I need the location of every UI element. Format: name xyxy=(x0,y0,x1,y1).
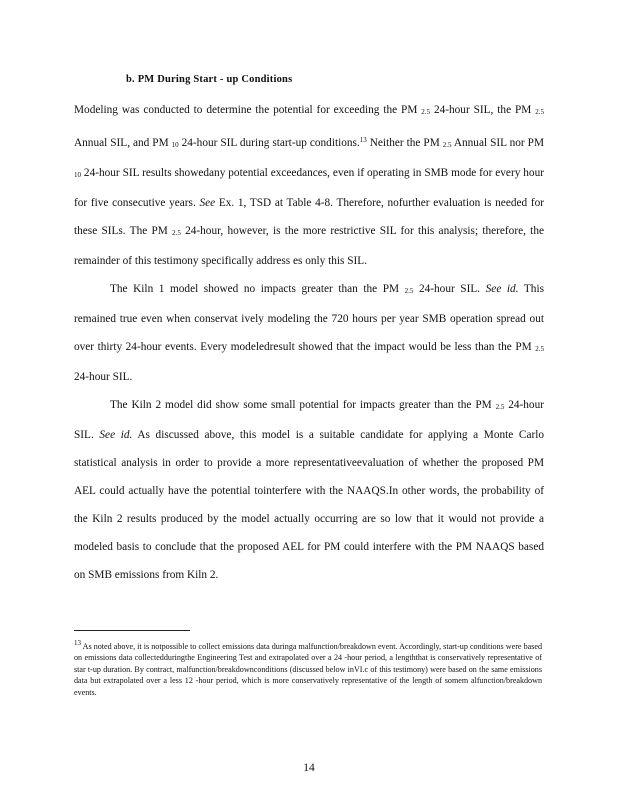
text-run: 24-hour SIL. xyxy=(74,399,544,441)
footnote-text: As noted above, it is notpossible to collect emissions data duringa malfunction/breakdown event. Accordingly, start-up conditions were based on emissions data collectedduringthe Engineering Test and extrapolated over a 24 -hour period, a lengththat is conservatively representative of star t-up duration. By contract, malfunction/breakdownconditions (discussed below inVI.c of this testimony) were based on the same emissions data but extrapolated over a less 12 -hour period, which is more conservatively representative of the length of somem alfunction/breakdown events. xyxy=(74,642,542,697)
subscript: 2.5 xyxy=(495,403,505,411)
subscript: 2.5 xyxy=(404,287,414,295)
text-run: 24-hour SIL during start-up conditions. xyxy=(178,137,360,149)
citation-id: id. xyxy=(120,429,133,441)
text-run: The Kiln 2 model did show some small potential for impacts greater than the PM xyxy=(110,399,496,411)
subscript: 2.5 xyxy=(421,108,431,116)
text-run: 24-hour SIL results showedany potential exceedances, even if operating in SMB mode for every hour for five consecutive years. xyxy=(74,167,544,209)
footnote-reference: 13 xyxy=(359,136,367,144)
text-run: 24-hour SIL, the PM xyxy=(430,104,536,116)
subscript: 2.5 xyxy=(535,345,544,353)
paragraph-kiln-1 xyxy=(74,275,544,391)
section-heading: b. PM During Start - up Conditions xyxy=(126,74,293,85)
paragraph-startup-modeling xyxy=(74,96,544,275)
text-run: 24-hour SIL. xyxy=(413,283,486,295)
text-run: Ex. 1, TSD at Table 4-8. Therefore, nofurther evaluation is needed for these SILs. The PM xyxy=(74,197,544,237)
citation-signal: See xyxy=(99,429,116,441)
text-run: Modeling was conducted to determine the potential for exceeding the PM xyxy=(74,104,422,116)
paragraph-kiln-2 xyxy=(74,391,544,589)
subscript: 2.5 xyxy=(535,108,544,116)
subscript: 2.5 xyxy=(442,141,452,149)
footnote xyxy=(74,638,542,698)
citation-signal: See xyxy=(199,197,216,209)
subscript: 10 xyxy=(74,171,81,179)
text-run: 24-hour, however, is the more restrictive SIL for this analysis; therefore, the remainder of this testimony specifically address es only this SIL. xyxy=(74,225,544,267)
text-run: The Kiln 1 model showed no impacts greater than the PM xyxy=(110,283,405,295)
text-run: Annual SIL, and PM xyxy=(74,137,172,149)
page-number: 14 xyxy=(303,762,315,774)
text-run: Neither the PM xyxy=(366,137,443,149)
citation-signal: See xyxy=(485,283,502,295)
footnote-divider xyxy=(74,630,190,631)
subscript: 10 xyxy=(171,141,179,149)
text-run: As discussed above, this model is a suitable candidate for applying a Monte Carlo statistical analysis in order to provide a more representativeevaluation of whether the proposed PM AEL could actually have the potential tointerfere with the NAAQS.In other words, the probability of the Kiln 2 results produced by the model actually occurring are so low that it would not provide a modeled basis to conclude that the proposed AEL for PM could interfere with the PM NAAQS based on SMB emissions from Kiln 2. xyxy=(74,429,545,581)
text-run: 24-hour SIL. xyxy=(74,371,133,383)
body-text xyxy=(74,96,544,589)
citation-id: id. xyxy=(506,283,519,295)
text-run: Annual SIL nor PM xyxy=(451,137,544,149)
footnote-number: 13 xyxy=(74,639,81,647)
text-run: This remained true even when conservat ively modeling the 720 hours per year SMB operation spread out over thirty 24-hour events. Every modeledresult showed that the impact would be less than the PM xyxy=(74,283,544,353)
subscript: 2.5 xyxy=(172,229,181,237)
